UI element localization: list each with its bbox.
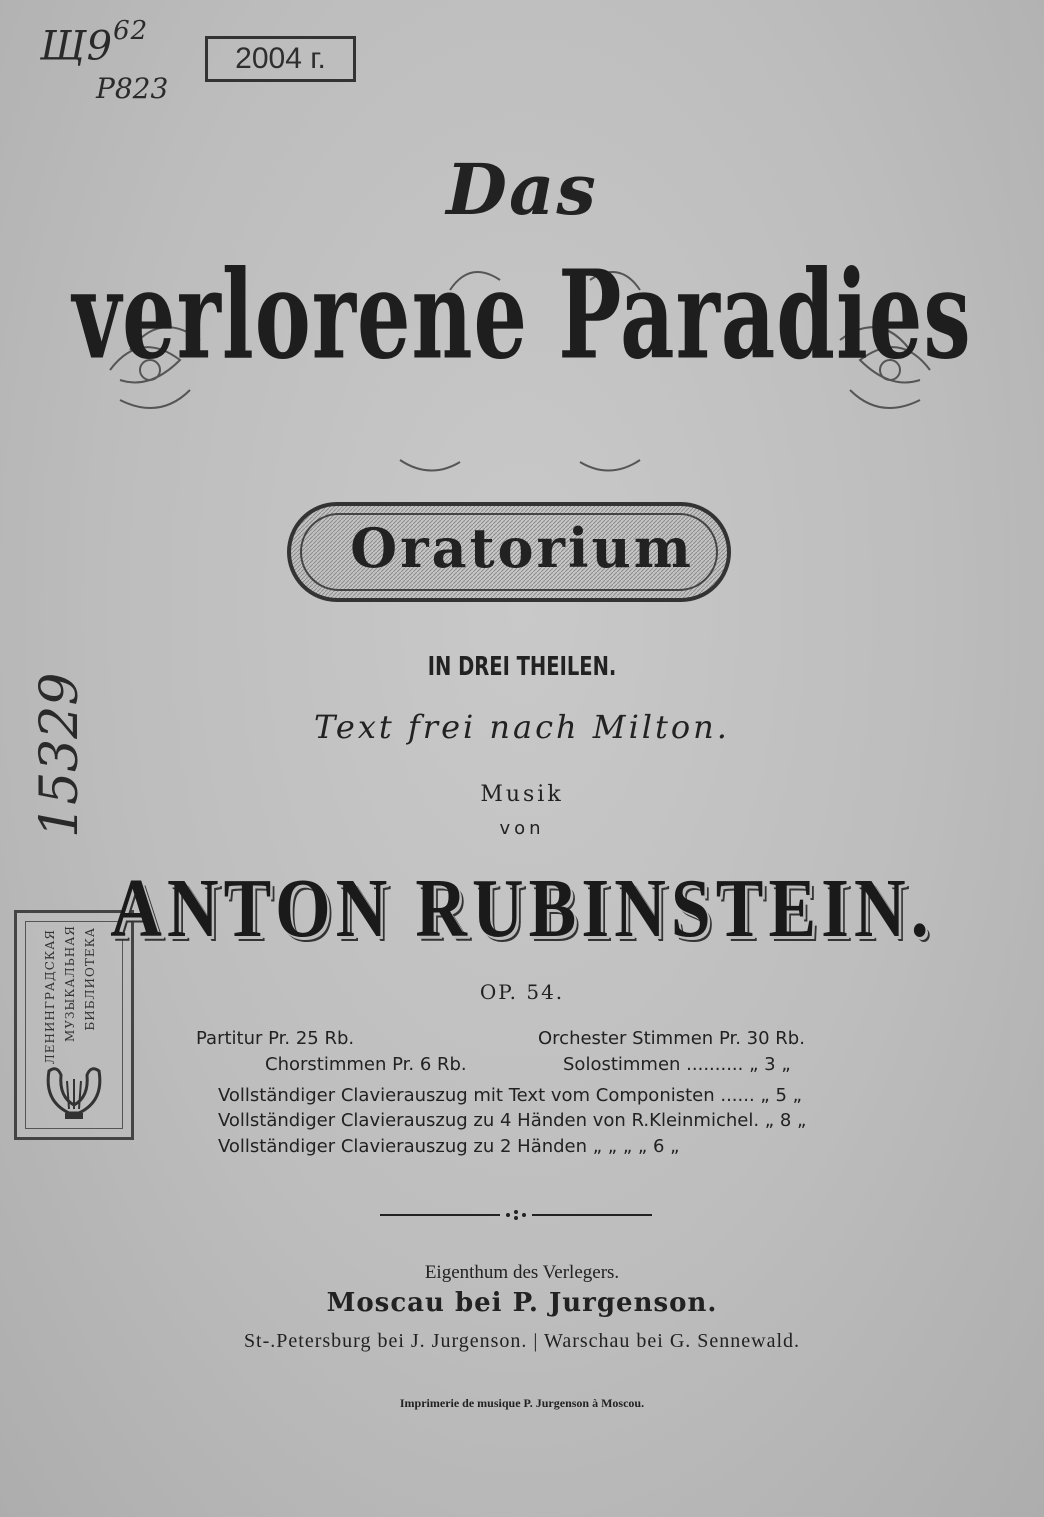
library-stamp-line2: МУЗЫКАЛЬНАЯ [63,925,77,1042]
shelfmark-sup: 62 [113,16,149,46]
title-main: verlorene Paradies [72,242,972,387]
shelfmark-line1: Щ9 [40,23,114,70]
printer-imprint: Imprimerie de musique P. Jurgenson à Moscou. [399,1396,645,1410]
price-clavier-4: Vollständiger Clavierauszug zu 4 Händen von R.Kleinmichel. „ 8 „ [218,1110,807,1131]
shelfmark-line2: Р823 [96,72,169,105]
price-clavier-text: Vollständiger Clavierauszug mit Text vom Componisten ...... „ 5 „ [218,1085,802,1106]
music-label: Musik [480,782,564,807]
title-genre: Oratorium [350,516,694,580]
opus-number: OP. 54. [479,980,565,1004]
price-orchester: Orchester Stimmen Pr. 30 Rb. [538,1028,805,1049]
year-stamp [205,36,356,82]
year-stamp-text: 2004 г. [235,42,326,75]
text-credit: Text frei nach Milton. [314,708,730,746]
subtitle: IN DREI THEILEN. [427,652,617,682]
library-stamp-line1: ЛЕНИНГРАДСКАЯ [43,929,57,1065]
lyre-icon [39,1061,109,1123]
shelfmark-handwritten [40,16,149,70]
ownership-note: Eigenthum des Verlegers. [424,1262,620,1283]
library-stamp-line3: БИБЛИОТЕКА [83,927,97,1031]
publisher-main: Moscau bei P. Jurgenson. [326,1288,718,1318]
title-article: Das [446,148,598,231]
composer-name: ANTON RUBINSTEIN. [110,862,934,955]
price-partitur: Partitur Pr. 25 Rb. [196,1028,355,1049]
divider-rule [380,1208,652,1222]
price-solo: Solostimmen .......... „ 3 „ [563,1054,791,1075]
price-clavier-2: Vollständiger Clavierauszug zu 2 Händen „ „ „ „ 6 „ [218,1136,680,1157]
publisher-branches: St-.Petersburg bei J. Jurgenson. | Warschau bei G. Sennewald. [243,1330,801,1352]
von-label: von [499,818,545,839]
price-chor: Chorstimmen Pr. 6 Rb. [265,1054,467,1075]
inventory-number: 15329 [30,672,90,838]
